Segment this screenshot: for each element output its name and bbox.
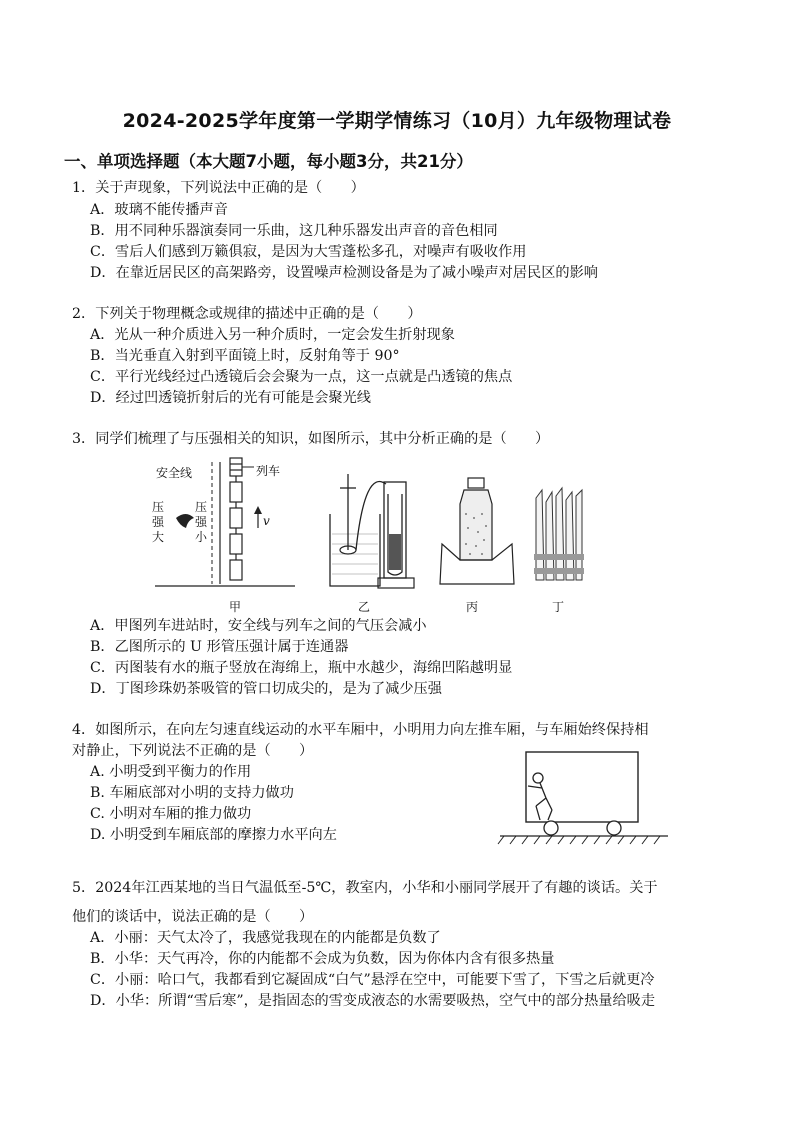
- caption-jia: 甲: [229, 600, 242, 614]
- figure-q4-carriage: [496, 748, 676, 848]
- paper-scrap-icon: [176, 514, 194, 528]
- question-5-option-b: B．小华：天气再冷，你的内能都不会成为负数，因为你体内含有很多热量: [90, 951, 555, 967]
- question-2-option-c: C．平行光线经过凸透镜后会会聚为一点，这一点就是凸透镜的焦点: [90, 369, 513, 385]
- question-1-stem: 1．关于声现象，下列说法中正确的是（ ）: [72, 180, 365, 196]
- boy-pushing-icon: [528, 773, 552, 820]
- question-3-option-b: B．乙图所示的 U 形管压强计属于连通器: [90, 639, 349, 655]
- question-2-option-d: D．经过凹透镜折射后的光有可能是会聚光线: [90, 390, 371, 406]
- question-4-option-b: B. 车厢底部对小明的支持力做功: [90, 785, 294, 801]
- caption-ding: 丁: [552, 600, 565, 614]
- question-4-option-d: D. 小明受到车厢底部的摩擦力水平向左: [90, 827, 337, 843]
- question-5-stem-line1: 5．2024年江西某地的当日气温低至-5℃，教室内，小华和小丽同学展开了有趣的谈话。关于: [72, 880, 658, 896]
- question-3-option-c: C．丙图装有水的瓶子竖放在海绵上，瓶中水越少，海绵凹陷越明显: [90, 660, 513, 676]
- question-1-option-d: D．在靠近居民区的高架路旁，设置噪声检测设备是为了减小噪声对居民区的影响: [90, 265, 598, 281]
- figure-bing-bottle: [434, 474, 520, 590]
- question-5-option-a: A．小丽：天气太冷了，我感觉我现在的内能都是负数了: [90, 930, 441, 946]
- pressure-big-label: 压强大: [152, 500, 165, 544]
- question-2-option-a: A．光从一种介质进入另一种介质时，一定会发生折射现象: [90, 327, 455, 343]
- train-label: 列车: [256, 464, 281, 478]
- question-1-option-b: B．用不同种乐器演奏同一乐曲，这几种乐器发出声音的音色相同: [90, 223, 498, 239]
- question-2-stem: 2．下列关于物理概念或规律的描述中正确的是（ ）: [72, 306, 422, 322]
- pressure-small-label: 压强小: [195, 500, 208, 544]
- question-4-option-c: C. 小明对车厢的推力做功: [90, 806, 252, 822]
- question-4-stem-line2: 对静止，下列说法不正确的是（ ）: [72, 743, 314, 759]
- question-3-stem: 3．同学们梳理了与压强相关的知识，如图所示，其中分析正确的是（ ）: [72, 431, 550, 447]
- question-1-option-a: A．玻璃不能传播声音: [90, 202, 228, 218]
- question-3-option-a: A．甲图列车进站时，安全线与列车之间的气压会减小: [90, 618, 427, 634]
- question-2-option-b: B．当光垂直入射到平面镜上时，反射角等于 90°: [90, 348, 400, 364]
- question-4-stem-line1: 4．如图所示，在向左匀速直线运动的水平车厢中，小明用力向左推车厢，与车厢始终保持相: [72, 722, 649, 738]
- question-3-option-d: D．丁图珍珠奶茶吸管的管口切成尖的，是为了减少压强: [90, 681, 442, 697]
- safety-line-label: 安全线: [156, 466, 193, 480]
- train-cars-icon: [230, 458, 242, 580]
- exam-title: 2024-2025学年度第一学期学情练习（10月）九年级物理试卷: [122, 110, 672, 132]
- figure-yi-u-tube: [322, 454, 422, 594]
- question-5-stem-line2: 他们的谈话中，说法正确的是（ ）: [72, 909, 314, 925]
- question-1-option-c: C．雪后人们感到万籁俱寂，是因为大雪蓬松多孔，对噪声有吸收作用: [90, 244, 527, 260]
- question-5-option-c: C．小丽：哈口气，我都看到它凝固成“白气”悬浮在空中，可能要下雪了，下雪之后就更冷: [90, 972, 655, 988]
- question-4-option-a: A. 小明受到平衡力的作用: [90, 764, 252, 780]
- section-heading: 一、单项选择题（本大题7小题，每小题3分，共21分）: [64, 152, 473, 171]
- question-5-option-d: D．小华：所谓“雪后寒”，是指固态的雪变成液态的水需要吸热，空气中的部分热量给吸走: [90, 993, 656, 1009]
- caption-bing: 丙: [466, 600, 479, 614]
- figure-ding-straws: [528, 484, 588, 590]
- velocity-label: v: [263, 514, 270, 528]
- caption-yi: 乙: [358, 600, 371, 614]
